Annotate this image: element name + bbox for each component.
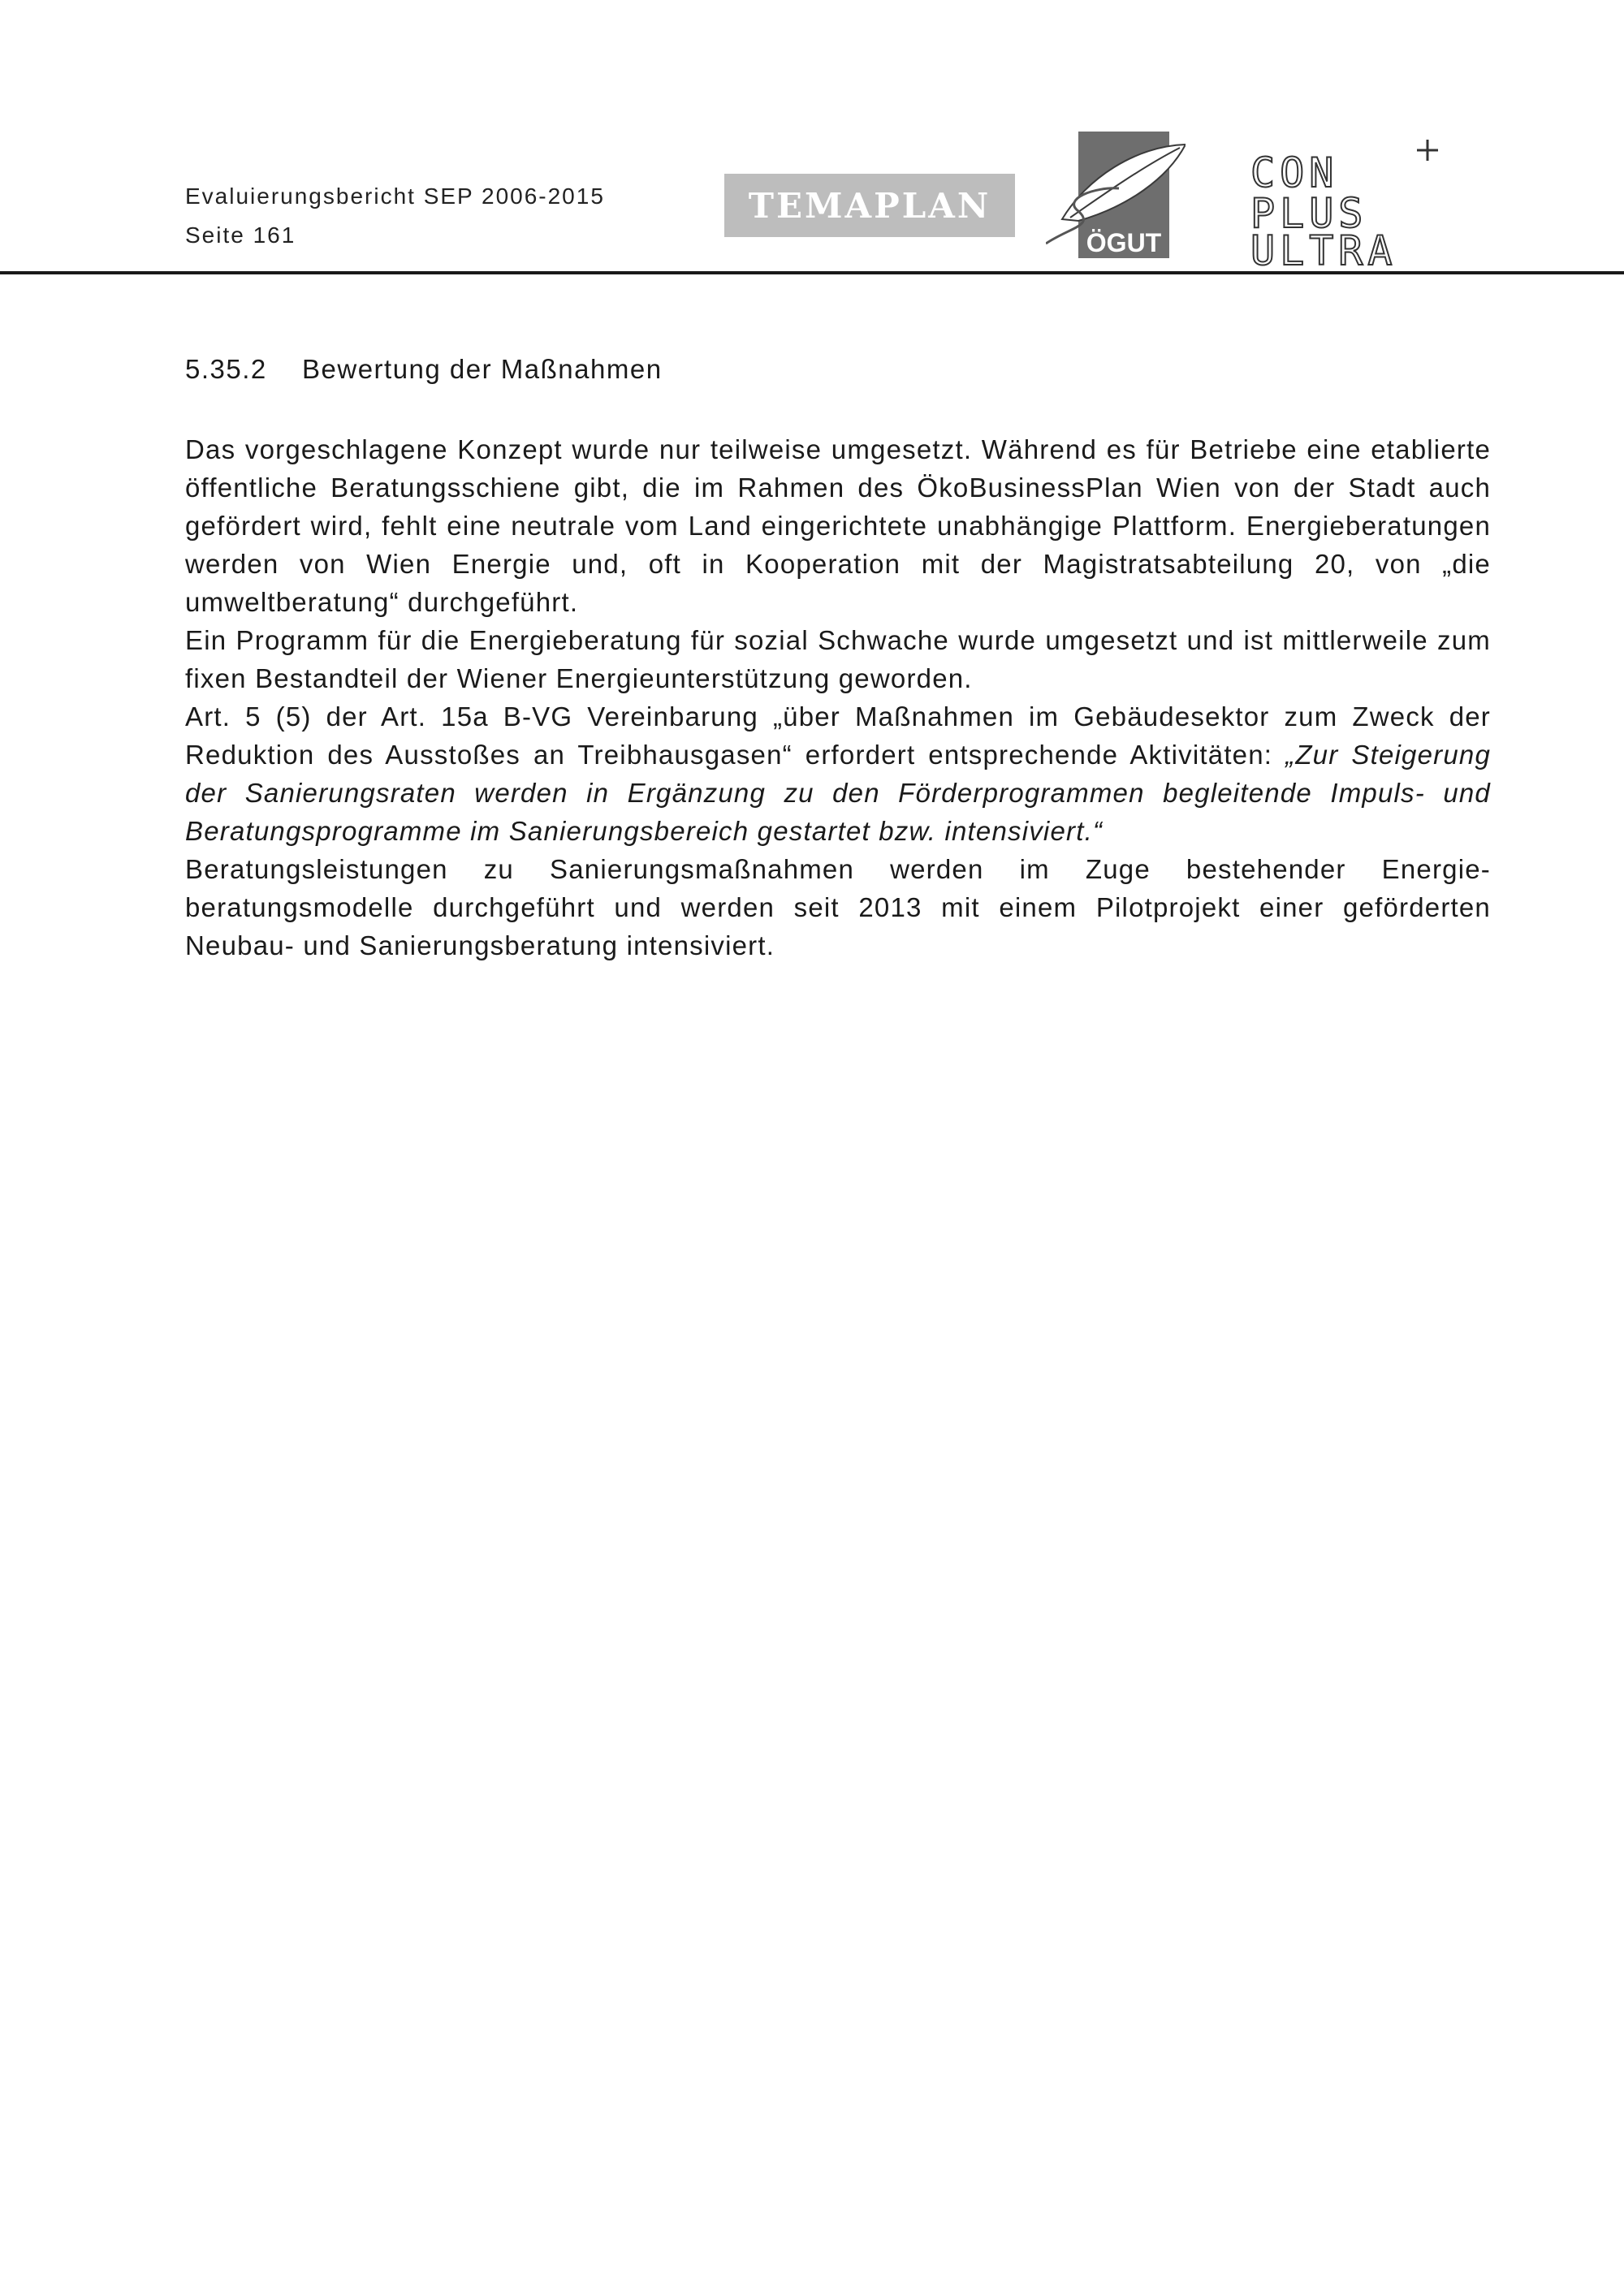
con-plus-ultra-line-1: CON: [1250, 149, 1339, 196]
paragraph-3: [185, 697, 1491, 850]
section-number: 5.35.2: [185, 354, 267, 384]
temaplan-logo: [724, 174, 1015, 237]
report-title: Evaluierungsbericht SEP 2006-2015: [185, 183, 605, 209]
paragraph-2: Ein Programm für die Energieberatung für sozial Schwache wurde umgesetzt und ist mittlerweile zum fixen Bestandteil der Wiener Energieunterstützung geworden.: [185, 625, 1491, 693]
con-plus-ultra-line-3: ULTRA: [1250, 227, 1397, 266]
plus-icon: [1417, 140, 1438, 161]
paragraph-1: Das vorgeschlagene Konzept wurde nur teilweise umgesetzt. Während es für Betriebe eine etablierte öffentliche Beratungsschiene gibt, die im Rahmen des ÖkoBusinessPlan Wien von der Stadt auch gefördert wird, fehlt eine neutrale vom Land eingerichtete unabhängige Plattform. Energieberatungen werden von Wien Energie und, oft in Kooperation mit der Magistratsabteilung 20, von „die umweltberatung“ durchgeführt.: [185, 434, 1491, 617]
header-meta: [185, 177, 605, 255]
header-divider: [0, 271, 1624, 274]
paragraph-3-quote: „Zur Steigerung der Sanierungsraten werden in Ergänzung zu den Förderprogrammen begleitende Impuls- und Beratungsprogramme im Sanierungsbereich gestartet bzw. intensiviert.“: [185, 740, 1491, 846]
page-number: Seite 161: [185, 222, 296, 248]
page-content: [185, 351, 1491, 965]
paragraph-3-intro: Art. 5 (5) der Art. 15a B-VG Vereinbarung „über Maßnahmen im Gebäudesektor zum Zweck der Reduktion des Ausstoßes an Treibhausgasen“ erfordert entsprechende Aktivitäten:: [185, 701, 1491, 770]
page-header: [0, 0, 1624, 274]
section-heading: [185, 351, 1491, 388]
con-plus-ultra-logo: [1250, 136, 1453, 266]
ogut-logo: [1046, 130, 1186, 260]
con-plus-ultra-line-2: PLUS: [1250, 190, 1368, 237]
ogut-logo-text: ÖGUT: [1086, 228, 1162, 257]
paragraph-4: Beratungsleistungen zu Sanierungsmaßnahmen werden im Zuge bestehender Energie-beratungsmodelle durchgeführt und werden seit 2013 mit einem Pilotprojekt einer geförderten Neubau- und Sanierungsberatung intensiviert.: [185, 854, 1491, 960]
temaplan-logo-text: TEMAPLAN: [748, 185, 991, 226]
section-title: Bewertung der Maßnahmen: [302, 354, 663, 384]
